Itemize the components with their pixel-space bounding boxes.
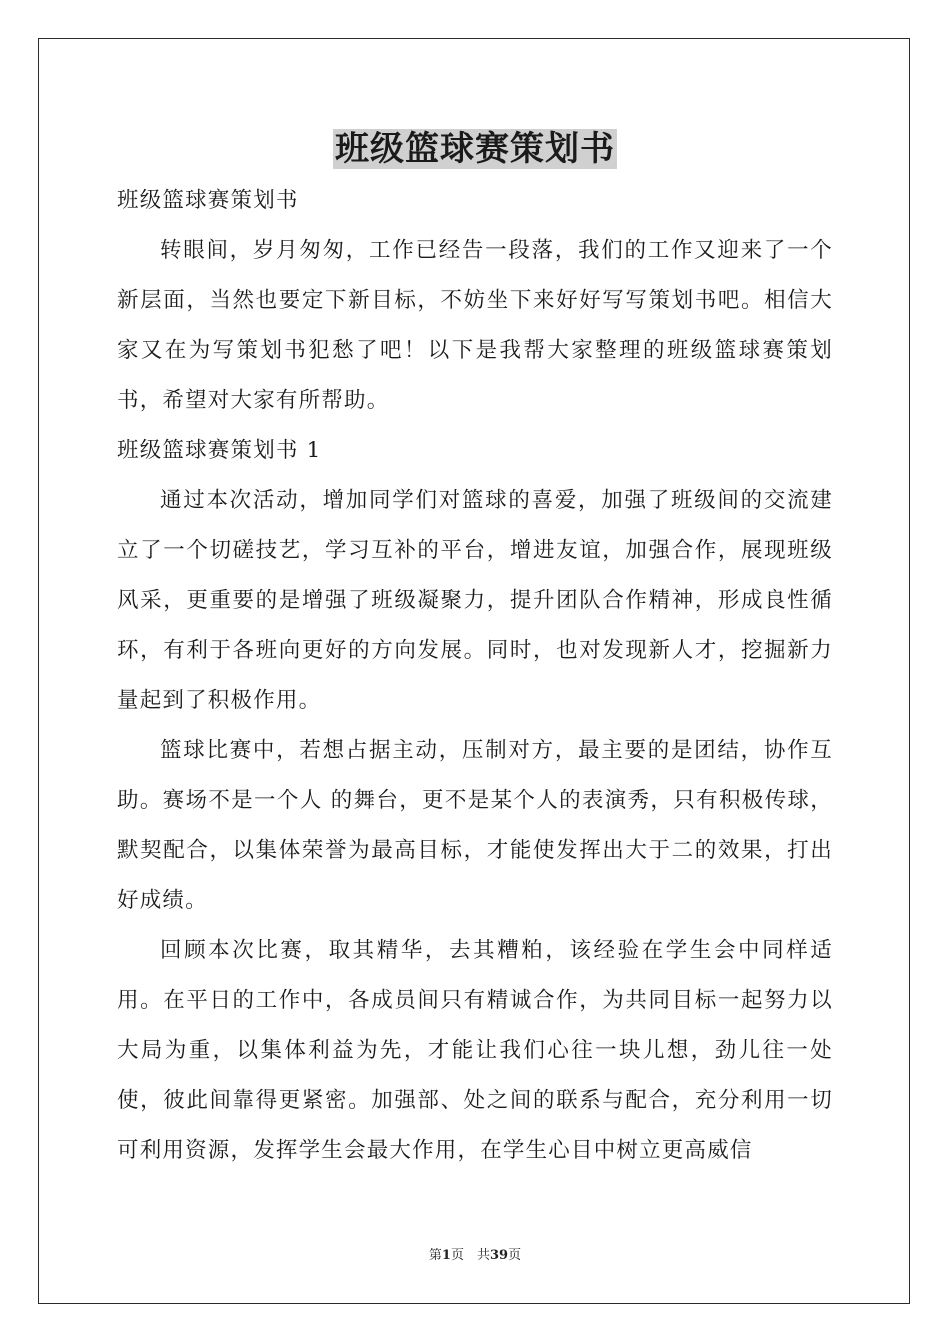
body-paragraph-2: 篮球比赛中，若想占据主动，压制对方，最主要的是团结，协作互助。赛场不是一个人 的舞台，更不是某个人的表演秀，只有积极传球，默契配合，以集体荣誉为最高目标，才能使发挥出大于二的效果，打出好成绩。 <box>117 738 833 913</box>
page-number-mid: 页 共 <box>450 1248 490 1263</box>
body-paragraph-3: 回顾本次比赛，取其精华，去其糟粕，该经验在学生会中同样适用。在平日的工作中，各成员间只有精诚合作，为共同目标一起努力以大局为重，以集体利益为先，才能让我们心往一块儿想，劲儿往一处使，彼此间靠得更紧密。加强部、处之间的联系与配合，充分利用一切可利用资源，发挥学生会最大作用，在学生心目中树立更高威信 <box>117 938 833 1163</box>
page-number-current: 1 <box>441 1248 451 1263</box>
body-paragraph-1: 通过本次活动，增加同学们对篮球的喜爱，加强了班级间的交流建立了一个切磋技艺，学习互补的平台，增进友谊，加强合作，展现班级风采，更重要的是增强了班级凝聚力，提升团队合作精神，形成良性循环，有利于各班向更好的方向发展。同时，也对发现新人才，挖掘新力量起到了积极作用。 <box>117 488 833 713</box>
page-footer <box>0 1246 950 1266</box>
section-heading: 班级篮球赛策划书 1 <box>117 438 322 463</box>
document-body <box>117 176 833 1176</box>
page-number-prefix: 第 <box>428 1248 442 1263</box>
document-title-text: 班级篮球赛策划书 <box>335 129 615 169</box>
document-title <box>0 122 950 176</box>
page-number-suffix: 页 <box>508 1248 522 1263</box>
intro-paragraph: 转眼间，岁月匆匆，工作已经告一段落，我们的工作又迎来了一个新层面，当然也要定下新目标，不妨坐下来好好写写策划书吧。相信大家又在为写策划书犯愁了吧！以下是我帮大家整理的班级篮球赛策划书，希望对大家有所帮助。 <box>117 238 833 413</box>
page-number-total: 39 <box>489 1248 509 1263</box>
document-subtitle: 班级篮球赛策划书 <box>117 188 299 213</box>
